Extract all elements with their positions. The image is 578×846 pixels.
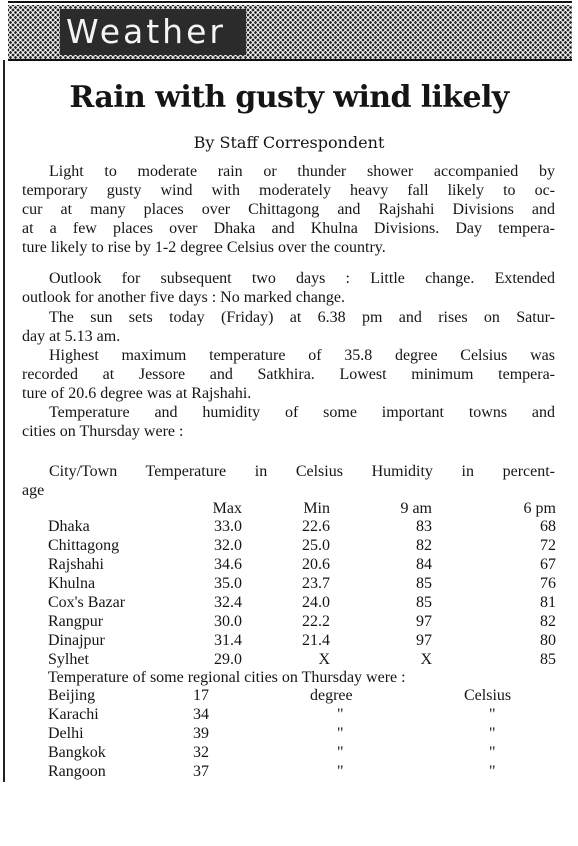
- city-name: Rajshahi: [48, 556, 104, 573]
- city-humidity-am: X: [420, 651, 432, 668]
- city-max: 32.0: [214, 537, 242, 554]
- paragraph-line: Highest maximum temperature of 35.8 degree Celsius was: [49, 347, 555, 364]
- paragraph-line: outlook for another five days : No marked change.: [22, 289, 346, 306]
- city-humidity-pm: 80: [540, 632, 556, 649]
- city-name: Cox's Bazar: [48, 594, 126, 611]
- regional-caption: Temperature of some regional cities on Thursday were :: [48, 669, 406, 686]
- header-6pm: 6 pm: [523, 500, 556, 517]
- city-max: 35.0: [214, 575, 242, 592]
- ditto-mark: ": [489, 763, 496, 780]
- city-max: 34.6: [214, 556, 242, 573]
- regional-city: Delhi: [48, 725, 84, 742]
- regional-temp: 32: [193, 744, 209, 761]
- city-min: 21.4: [302, 632, 330, 649]
- regional-city: Karachi: [48, 706, 99, 723]
- regional-temp: 17: [193, 687, 209, 704]
- city-name: Rangpur: [48, 613, 104, 630]
- paragraph-line: Temperature and humidity of some important towns and: [49, 404, 555, 421]
- ditto-mark: ": [489, 725, 496, 742]
- table-caption: age: [22, 482, 45, 499]
- banner-bottom-rule: [8, 59, 572, 61]
- header-max: Max: [212, 500, 242, 517]
- city-humidity-am: 82: [416, 537, 432, 554]
- city-max: 30.0: [214, 613, 242, 630]
- city-humidity-am: 97: [416, 632, 432, 649]
- city-min: 23.7: [302, 575, 330, 592]
- ditto-mark: ": [337, 744, 344, 761]
- city-humidity-am: 85: [416, 575, 432, 592]
- regional-temp: 34: [193, 706, 209, 723]
- regional-temp: 37: [193, 763, 209, 780]
- paragraph-line: The sun sets today (Friday) at 6.38 pm and rises on Satur-: [49, 309, 555, 326]
- city-min: 22.2: [302, 613, 330, 630]
- city-humidity-pm: 68: [540, 518, 556, 535]
- regional-unit-celsius: Celsius: [464, 687, 512, 704]
- banner-top-rule: [8, 1, 572, 3]
- paragraph-line: cur at many places over Chittagong and Rajshahi Divisions and: [22, 201, 555, 218]
- regional-city: Bangkok: [48, 744, 106, 761]
- city-humidity-pm: 72: [540, 537, 556, 554]
- paragraph-line: Outlook for subsequent two days : Little change. Extended: [49, 270, 555, 287]
- regional-temp: 39: [193, 725, 209, 742]
- ditto-mark: ": [489, 706, 496, 723]
- city-humidity-pm: 85: [540, 651, 556, 668]
- ditto-mark: ": [337, 725, 344, 742]
- city-humidity-pm: 82: [540, 613, 556, 630]
- regional-unit-degree: degree: [310, 687, 353, 704]
- paragraph-line: day at 5.13 am.: [22, 328, 121, 345]
- paragraph-line: cities on Thursday were :: [22, 423, 184, 440]
- city-max: 29.0: [214, 651, 242, 668]
- paragraph-line: temporary gusty wind with moderately heavy fall likely to oc-: [22, 182, 555, 199]
- city-max: 32.4: [214, 594, 242, 611]
- city-min: 25.0: [302, 537, 330, 554]
- paragraph-line: at a few places over Dhaka and Khulna Divisions. Day tempera-: [22, 220, 555, 237]
- ditto-mark: ": [337, 763, 344, 780]
- city-humidity-pm: 76: [540, 575, 556, 592]
- city-humidity-am: 85: [416, 594, 432, 611]
- city-name: Sylhet: [48, 651, 89, 668]
- city-min: 24.0: [302, 594, 330, 611]
- regional-city: Beijing: [48, 687, 96, 704]
- city-min: X: [318, 651, 330, 668]
- city-max: 31.4: [214, 632, 242, 649]
- header-min: Min: [303, 500, 330, 517]
- city-humidity-pm: 81: [540, 594, 556, 611]
- city-name: Dhaka: [48, 518, 90, 535]
- ditto-mark: ": [489, 744, 496, 761]
- paragraph-line: ture of 20.6 degree was at Rajshahi.: [22, 385, 252, 402]
- paragraph-line: recorded at Jessore and Satkhira. Lowest minimum tempera-: [22, 366, 555, 383]
- headline: Rain with gusty wind likely: [69, 80, 509, 115]
- paragraph-line: Light to moderate rain or thunder shower accompanied by: [49, 163, 555, 180]
- column-rule: [3, 60, 5, 782]
- regional-city: Rangoon: [48, 763, 106, 780]
- city-name: Khulna: [48, 575, 96, 592]
- paragraph-line: ture likely to rise by 1-2 degree Celsius over the country.: [22, 239, 386, 256]
- city-min: 22.6: [302, 518, 330, 535]
- city-humidity-am: 97: [416, 613, 432, 630]
- city-max: 33.0: [214, 518, 242, 535]
- city-humidity-am: 83: [416, 518, 432, 535]
- city-name: Chittagong: [48, 537, 120, 554]
- ditto-mark: ": [337, 706, 344, 723]
- city-name: Dinajpur: [48, 632, 105, 649]
- byline: By Staff Correspondent: [193, 133, 385, 152]
- header-9am: 9 am: [400, 500, 432, 517]
- city-min: 20.6: [302, 556, 330, 573]
- city-humidity-pm: 67: [540, 556, 556, 573]
- table-caption: City/Town Temperature in Celsius Humidity in percent-: [49, 463, 555, 480]
- section-label: Weather: [60, 9, 246, 55]
- city-humidity-am: 84: [416, 556, 432, 573]
